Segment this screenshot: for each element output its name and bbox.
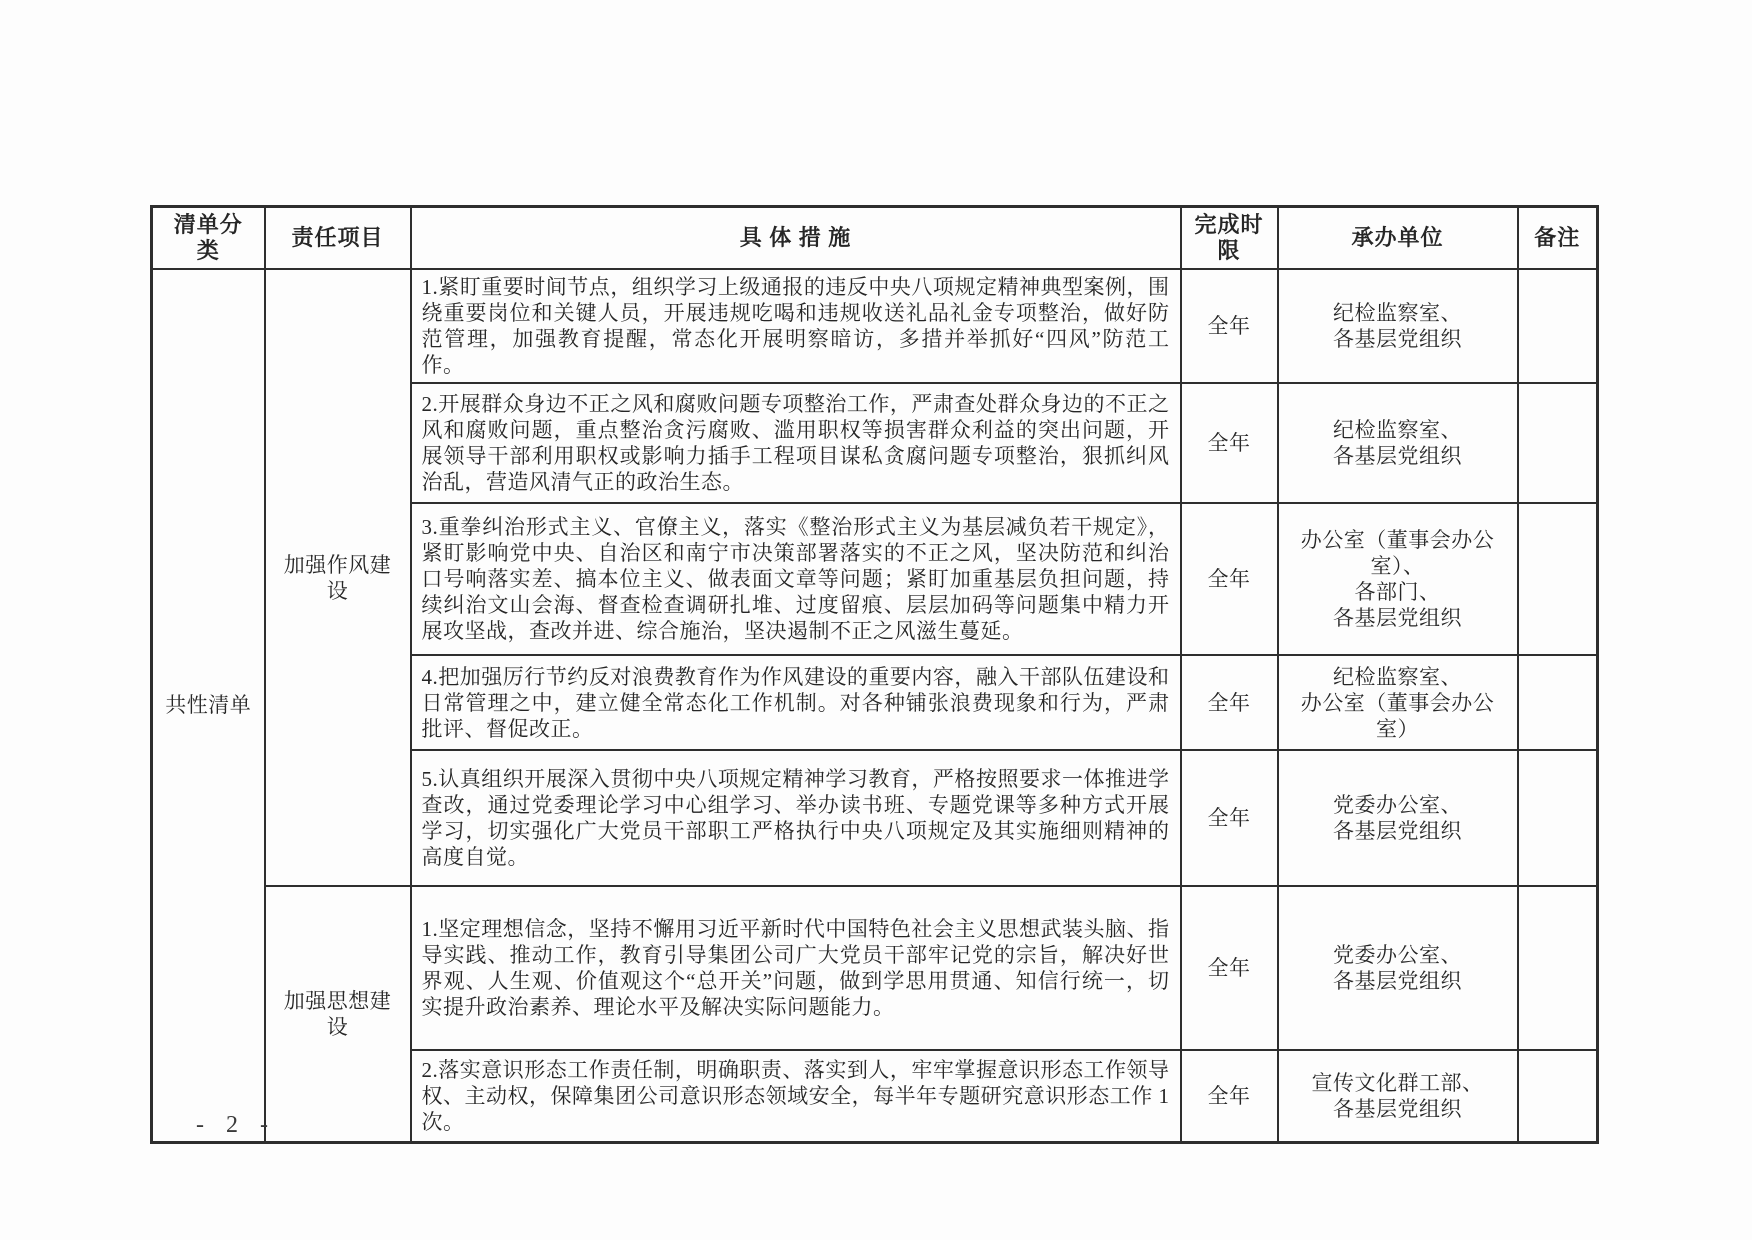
- unit-line: 各基层党组织: [1333, 969, 1462, 993]
- measure-cell: 4.把加强厉行节约反对浪费教育作为作风建设的重要内容，融入干部队伍建设和日常管理之中，建立健全常态化工作机制。对各种铺张浪费现象和行为，严肃批评、督促改正。: [411, 655, 1181, 750]
- unit-cell: [1278, 1050, 1518, 1142]
- unit-line: 各基层党组织: [1333, 1096, 1462, 1121]
- remark-cell: [1518, 886, 1598, 1050]
- project-cell-work-style: 加强作风建设: [265, 269, 411, 886]
- measure-cell: 1.紧盯重要时间节点，组织学习上级通报的违反中央八项规定精神典型案例，围绕重要岗位和关键人员，开展违规吃喝和违规收送礼品礼金专项整治，做好防范管理，加强教育提醒，常态化开展明察暗访，多措并举抓好“四风”防范工作。: [411, 269, 1181, 383]
- remark-cell: [1518, 383, 1598, 503]
- unit-line: 办公室（董事会办公室）: [1300, 690, 1495, 741]
- measure-cell: 2.落实意识形态工作责任制，明确职责、落实到人，牢牢掌握意识形态工作领导权、主动权，保障集团公司意识形态领域安全，每半年专题研究意识形态工作 1 次。: [411, 1050, 1181, 1142]
- unit-cell: [1278, 655, 1518, 750]
- deadline-cell: 全年: [1181, 886, 1278, 1050]
- deadline-cell: 全年: [1181, 383, 1278, 503]
- measure-cell: 3.重拳纠治形式主义、官僚主义，落实《整治形式主义为基层减负若干规定》，紧盯影响党中央、自治区和南宁市决策部署落实的不正之风，坚决防范和纠治口号响落实差、搞本位主义、做表面文章等问题；紧盯加重基层负担问题，持续纠治文山会海、督查检查调研扎堆、过度留痕、层层加码等问题集中精力开展攻坚战，查改并进、综合施治，坚决遏制不正之风滋生蔓延。: [411, 503, 1181, 655]
- deadline-cell: 全年: [1181, 1050, 1278, 1142]
- header-measures: 具 体 措 施: [411, 207, 1181, 270]
- header-remark: 备注: [1518, 207, 1598, 270]
- remark-cell: [1518, 1050, 1598, 1142]
- unit-cell: [1278, 269, 1518, 383]
- remark-cell: [1518, 655, 1598, 750]
- deadline-cell: 全年: [1181, 655, 1278, 750]
- remark-cell: [1518, 503, 1598, 655]
- unit-line: 纪检监察室、: [1333, 664, 1462, 689]
- unit-cell: [1278, 383, 1518, 503]
- unit-line: 宣传文化群工部、: [1311, 1070, 1484, 1095]
- unit-line: 各基层党组织: [1333, 606, 1462, 630]
- deadline-cell: 全年: [1181, 503, 1278, 655]
- page-number: - 2 -: [196, 1112, 276, 1138]
- header-deadline: 完成时限: [1181, 207, 1278, 270]
- unit-cell: [1278, 886, 1518, 1050]
- project-cell-ideology: 加强思想建设: [265, 886, 411, 1142]
- table-row: [152, 886, 1598, 1050]
- table-header-row: [152, 207, 1598, 270]
- unit-line: 办公室（董事会办公室）、: [1300, 528, 1495, 578]
- header-unit: 承办单位: [1278, 207, 1518, 270]
- unit-line: 纪检监察室、: [1333, 418, 1462, 442]
- unit-line: 党委办公室、: [1333, 793, 1462, 817]
- unit-line: 各基层党组织: [1333, 444, 1462, 468]
- measure-cell: 2.开展群众身边不正之风和腐败问题专项整治工作，严肃查处群众身边的不正之风和腐败问题，重点整治贪污腐败、滥用职权等损害群众利益的突出问题，开展领导干部利用职权或影响力插手工程项目谋私贪腐问题专项整治，狠抓纠风治乱，营造风清气正的政治生态。: [411, 383, 1181, 503]
- category-cell: 共性清单: [152, 269, 265, 1142]
- deadline-cell: 全年: [1181, 269, 1278, 383]
- header-project: 责任项目: [265, 207, 411, 270]
- unit-line: 纪检监察室、: [1333, 301, 1462, 325]
- responsibility-list-table: [150, 205, 1599, 1144]
- unit-cell: [1278, 503, 1518, 655]
- measure-cell: 5.认真组织开展深入贯彻中央八项规定精神学习教育，严格按照要求一体推进学查改，通过党委理论学习中心组学习、举办读书班、专题党课等多种方式开展学习，切实强化广大党员干部职工严格执行中央八项规定及其实施细则精神的高度自觉。: [411, 750, 1181, 886]
- measure-cell: 1.坚定理想信念，坚持不懈用习近平新时代中国特色社会主义思想武装头脑、指导实践、推动工作，教育引导集团公司广大党员干部牢记党的宗旨，解决好世界观、人生观、价值观这个“总开关”问题，做到学思用贯通、知信行统一，切实提升政治素养、理论水平及解决实际问题能力。: [411, 886, 1181, 1050]
- header-category: 清单分类: [152, 207, 265, 270]
- deadline-cell: 全年: [1181, 750, 1278, 886]
- unit-line: 各基层党组织: [1333, 819, 1462, 843]
- table-row: [152, 269, 1598, 383]
- unit-cell: [1278, 750, 1518, 886]
- remark-cell: [1518, 750, 1598, 886]
- unit-line: 党委办公室、: [1333, 943, 1462, 967]
- unit-line: 各基层党组织: [1333, 327, 1462, 351]
- remark-cell: [1518, 269, 1598, 383]
- unit-line: 各部门、: [1354, 580, 1441, 604]
